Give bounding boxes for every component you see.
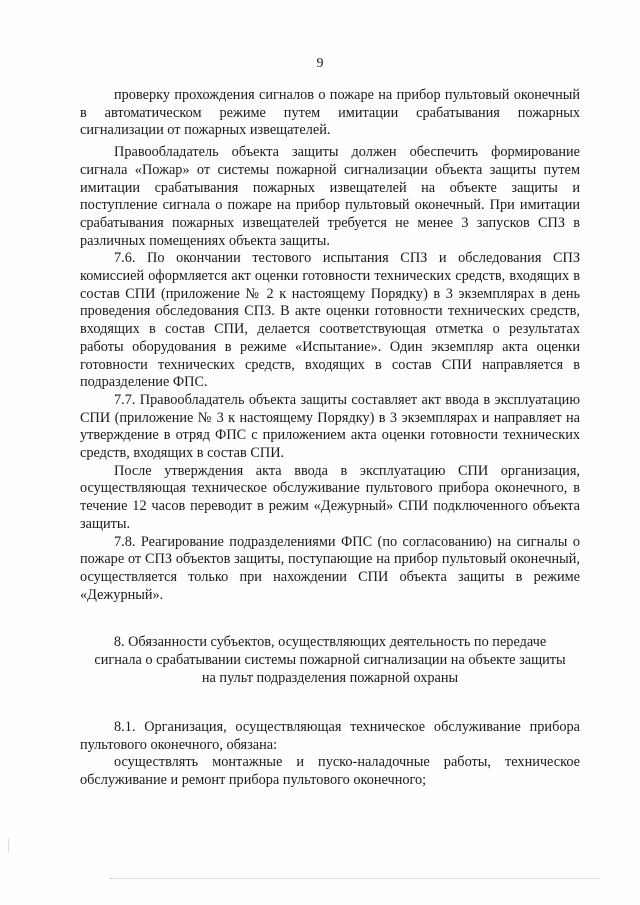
scan-artifact-line (110, 878, 600, 879)
body-text (80, 87, 580, 604)
section-8-body (80, 719, 580, 790)
page-number: 9 (316, 56, 324, 71)
section-8-heading: 8. Обязанности субъектов, осуществляющих деятельность по передаче сигнала о срабатывании системы пожарной сигнализации на объекте защиты на пульт подразделения пожарной охраны (94, 634, 566, 686)
paragraph-continuation: проверку прохождения сигналов о пожаре на прибор пультовый оконечный в автоматическом режиме путем имитации срабатывания пожарных сигнализации от пожарных извещателей. (80, 87, 580, 139)
paragraph-after-approval: После утверждения акта ввода в эксплуатацию СПИ организация, осуществляющая техническое обслуживание пультового прибора оконечного, в течение 12 часов переводит в режим «Дежурный» СПИ подключенного объекта защиты. (80, 462, 580, 532)
paragraph-7-6: 7.6. По окончании тестового испытания СПЗ и обследования СПЗ комиссией оформляется акт оценки готовности технических средств, входящих в состав СПИ (приложение № 2 к настоящему Порядку) в 3 экземплярах в день проведения обследования СПЗ. В акте оценки готовности технических средств, входящих в состав СПИ, делается соответствующая отметка о результатах работы оборудования в режиме «Испытание». Один экземпляр акта оценки готовности технических средств, входящих в состав СПИ направляется в подразделение ФПС. (80, 250, 580, 391)
paragraph-7-7: 7.7. Правообладатель объекта защиты составляет акт ввода в эксплуатацию СПИ (приложение № 3 к настоящему Порядку) в 3 экземплярах и направляет на утверждение в отряд ФПС с приложением акта оценки готовности технических средств, входящих в состав СПИ. (80, 391, 580, 462)
paragraph-7-8: 7.8. Реагирование подразделениями ФПС (по согласованию) на сигналы о пожаре от СПЗ объектов защиты, поступающие на прибор пультовый оконечный, осуществляется только при нахождении СПИ объекта защиты в режиме «Дежурный». (80, 533, 580, 603)
paragraph-8-1: 8.1. Организация, осуществляющая техническое обслуживание прибора пультового оконечного, обязана: (80, 719, 580, 753)
paragraph-8-1-item: осуществлять монтажные и пуско-наладочные работы, техническое обслуживание и ремонт прибора пультового оконечного; (80, 754, 580, 789)
paragraph-owner-duty: Правообладатель объекта защиты должен обеспечить формирование сигнала «Пожар» от системы пожарной сигнализации объекта защиты путем имитации срабатывания пожарных извещателей на объекте защиты и поступление сигнала о пожаре на прибор пультовый оконечный. При имитации срабатывания пожарных извещателей требуется не менее 3 запусков СПЗ в различных помещениях объекта защиты. (80, 144, 580, 249)
scan-artifact-mark (8, 838, 9, 852)
